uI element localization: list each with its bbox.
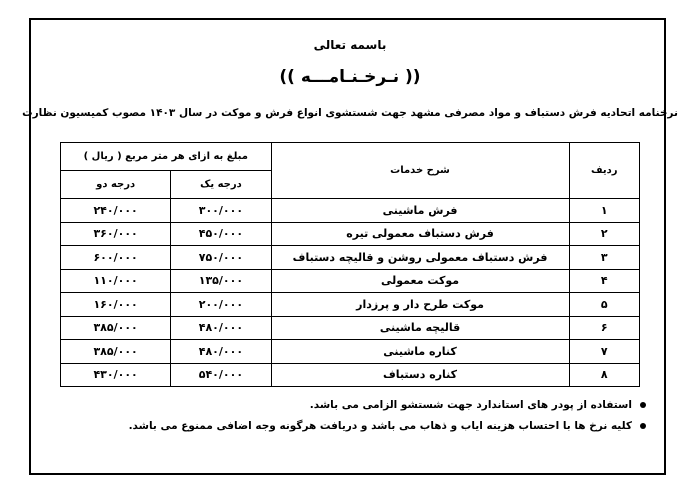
row-grade-two-price: ۳۸۵/۰۰۰	[61, 340, 171, 364]
row-service: قالیچه ماشینی	[271, 316, 569, 340]
row-number: ۱	[569, 199, 639, 223]
note-item	[46, 420, 646, 432]
table-row	[61, 222, 640, 246]
note-item	[46, 399, 646, 411]
table-row	[61, 340, 640, 364]
row-grade-one-price: ۱۳۵/۰۰۰	[171, 269, 271, 293]
row-number: ۷	[569, 340, 639, 364]
row-grade-one-price: ۵۴۰/۰۰۰	[171, 363, 271, 387]
note-text: استفاده از پودر های استاندارد جهت شستشو الزامی می باشد.	[309, 399, 632, 411]
row-service: کناره دستباف	[271, 363, 569, 387]
bullet-icon	[640, 423, 646, 429]
table-row	[61, 363, 640, 387]
row-grade-one-price: ۳۰۰/۰۰۰	[171, 199, 271, 223]
page-subtitle: نرخنامه اتحادیه فرش دستباف و مواد مصرفی مشهد جهت شستشوی انواع فرش و موکت در سال ۱۴۰۳ مصوب کمیسیون نظارت	[22, 107, 678, 119]
title-bracket-close: ))	[279, 67, 295, 87]
row-grade-two-price: ۴۳۰/۰۰۰	[61, 363, 171, 387]
notes-list	[46, 399, 646, 441]
header-service: شرح خدمات	[271, 143, 569, 199]
row-grade-one-price: ۴۸۰/۰۰۰	[171, 316, 271, 340]
row-number: ۳	[569, 246, 639, 270]
row-grade-one-price: ۴۵۰/۰۰۰	[171, 222, 271, 246]
row-grade-two-price: ۲۴۰/۰۰۰	[61, 199, 171, 223]
header-grade-two: درجه دو	[61, 171, 171, 199]
row-grade-one-price: ۴۸۰/۰۰۰	[171, 340, 271, 364]
price-table	[60, 142, 640, 387]
row-service: کناره ماشینی	[271, 340, 569, 364]
row-number: ۶	[569, 316, 639, 340]
bullet-icon	[640, 402, 646, 408]
table-row	[61, 269, 640, 293]
row-grade-two-price: ۳۸۵/۰۰۰	[61, 316, 171, 340]
title-word: نـرخـنـامـــه	[300, 67, 400, 87]
table-row	[61, 293, 640, 317]
table-row	[61, 246, 640, 270]
row-number: ۸	[569, 363, 639, 387]
note-text: کلیه نرخ ها با احتساب هزینه ایاب و ذهاب می باشد و دریافت هرگونه وجه اضافی ممنوع می باشد.	[128, 420, 632, 432]
row-grade-two-price: ۱۶۰/۰۰۰	[61, 293, 171, 317]
header-grade-one: درجه یک	[171, 171, 271, 199]
header-price-group: مبلغ به ازای هر متر مربع ( ریال )	[61, 143, 272, 171]
row-service: موکت معمولی	[271, 269, 569, 293]
row-grade-one-price: ۲۰۰/۰۰۰	[171, 293, 271, 317]
row-service: فرش دستباف معمولی روشن و قالیچه دستباف	[271, 246, 569, 270]
row-service: فرش دستباف معمولی تیره	[271, 222, 569, 246]
row-service: فرش ماشینی	[271, 199, 569, 223]
basmala-heading: باسمه تعالی	[313, 38, 387, 52]
row-number: ۴	[569, 269, 639, 293]
row-grade-two-price: ۱۱۰/۰۰۰	[61, 269, 171, 293]
row-grade-one-price: ۷۵۰/۰۰۰	[171, 246, 271, 270]
row-grade-two-price: ۶۰۰/۰۰۰	[61, 246, 171, 270]
header-row-number: ردیف	[569, 143, 639, 199]
row-number: ۵	[569, 293, 639, 317]
row-grade-two-price: ۳۶۰/۰۰۰	[61, 222, 171, 246]
row-service: موکت طرح دار و پرزدار	[271, 293, 569, 317]
title-bracket-open: ((	[405, 67, 421, 87]
row-number: ۲	[569, 222, 639, 246]
table-row	[61, 316, 640, 340]
table-row	[61, 199, 640, 223]
page-title	[0, 67, 700, 87]
